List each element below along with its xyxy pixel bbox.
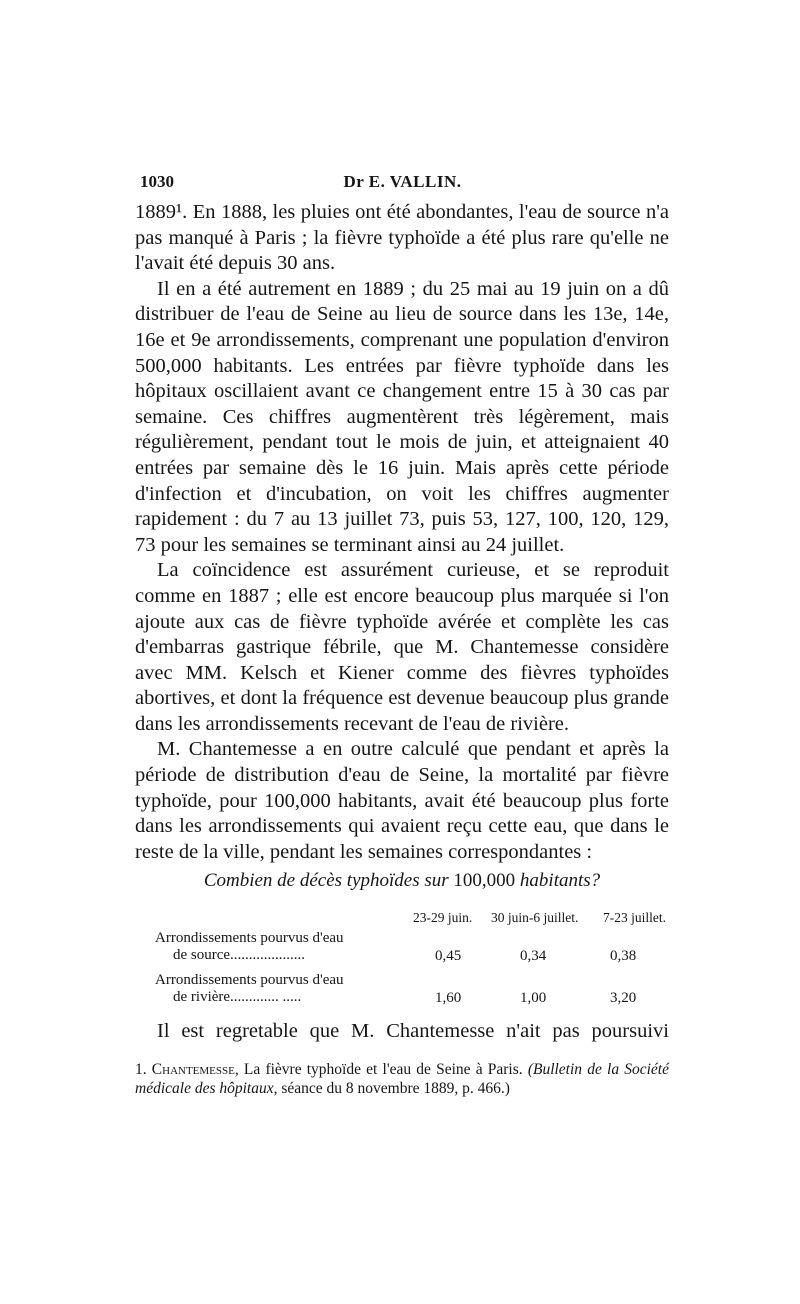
column-header-3: 7-23 juillet. xyxy=(603,910,666,925)
caption-number: 100,000 xyxy=(453,870,516,891)
caption-text-before: Combien de décès typhoïdes sur xyxy=(203,870,449,891)
row-label xyxy=(155,930,405,964)
table-header-row xyxy=(413,910,670,932)
footnote-text: La fièvre typhoïde et l'eau de Seine à Paris. xyxy=(243,1061,523,1078)
row-label-line-1: Arrondissements pourvus d'eau xyxy=(155,972,344,988)
table-cell: 1,60 xyxy=(435,990,462,1006)
table-row xyxy=(155,930,670,970)
row-label-line-1: Arrondissements pourvus d'eau xyxy=(155,930,344,946)
column-header-1: 23-29 juin. xyxy=(413,910,473,925)
page-number: 1030 xyxy=(140,172,174,191)
table-cell: 0,34 xyxy=(520,948,547,964)
caption-text-after: habitants? xyxy=(519,870,601,891)
footnote-author: Chantemesse, xyxy=(151,1061,239,1078)
body-text xyxy=(135,200,669,865)
paragraph-4: M. Chantemesse a en outre calculé que pendant et après la période de distribution d'eau de Seine, la mortalité par fièvre typhoïde, pour 100,000 habitants, avait été beaucoup plus forte dans les arrondissements qui avaient reçu cette eau, que dans le reste de la ville, pendant les semaines correspondantes : xyxy=(135,738,669,863)
table-cell: 0,45 xyxy=(435,948,462,964)
page-header xyxy=(140,172,665,198)
footnote xyxy=(135,1060,669,1098)
table-cell: 1,00 xyxy=(520,990,547,1006)
paragraph-2: Il en a été autrement en 1889 ; du 25 mai au 19 juin on a dû distribuer de l'eau de Seine au lieu de source dans les 13e, 14e, 16e et 9e arrondissements, comprenant une population d'environ 500,000 habitants. Les entrées par fièvre typhoïde dans les hôpitaux oscillaient avant ce changement entre 15 à 30 cas par semaine. Ces chiffres augmentèrent très légèrement, mais régulièrement, pendant tout le mois de juin, et atteignaient 40 entrées par semaine dès le 16 juin. Mais après cette période d'infection et d'incubation, on voit les chiffres augmenter rapidement : du 7 au 13 juillet 73, puis 53, 127, 100, 120, 129, 73 pour les semaines se terminant ainsi au 24 juillet. xyxy=(135,277,669,556)
table-cell: 0,38 xyxy=(610,948,637,964)
column-header-2: 30 juin-6 juillet. xyxy=(491,910,579,925)
paragraph-3: La coïncidence est assurément curieuse, et se reproduit comme en 1887 ; elle est encore beaucoup plus marquée si l'on ajoute aux cas de fièvre typhoïde avérée et complète les cas d'embarras gastrique fébrile, que M. Chantemesse considère avec MM. Kelsch et Kiener comme des fièvres typhoïdes abortives, et dont la fréquence est devenue beaucoup plus grande dans les arrondissements recevant de l'eau de rivière. xyxy=(135,559,669,735)
row-label xyxy=(155,972,405,1006)
footnote-tail: séance du 8 novembre 1889, p. 466.) xyxy=(281,1080,510,1097)
closing-line: Il est regretable que M. Chantemesse n'ait pas poursuivi xyxy=(157,1020,669,1042)
running-title: Dr E. VALLIN. xyxy=(343,172,462,191)
table-caption xyxy=(135,870,669,892)
footnote-source: (Bulletin de la Société médicale des hôpitaux, xyxy=(135,1061,669,1097)
footnote-marker: 1. xyxy=(135,1061,147,1078)
row-label-line-2: de rivière............. ..... xyxy=(173,989,302,1005)
table-row xyxy=(155,972,670,1012)
paragraph-1: 1889¹. En 1888, les pluies ont été abondantes, l'eau de source n'a pas manqué à Paris ; la fièvre typhoïde a été plus rare qu'elle ne l'avait été depuis 30 ans. xyxy=(135,201,669,275)
row-label-line-2: de source.................... xyxy=(173,947,306,963)
table-cell: 3,20 xyxy=(610,990,637,1006)
